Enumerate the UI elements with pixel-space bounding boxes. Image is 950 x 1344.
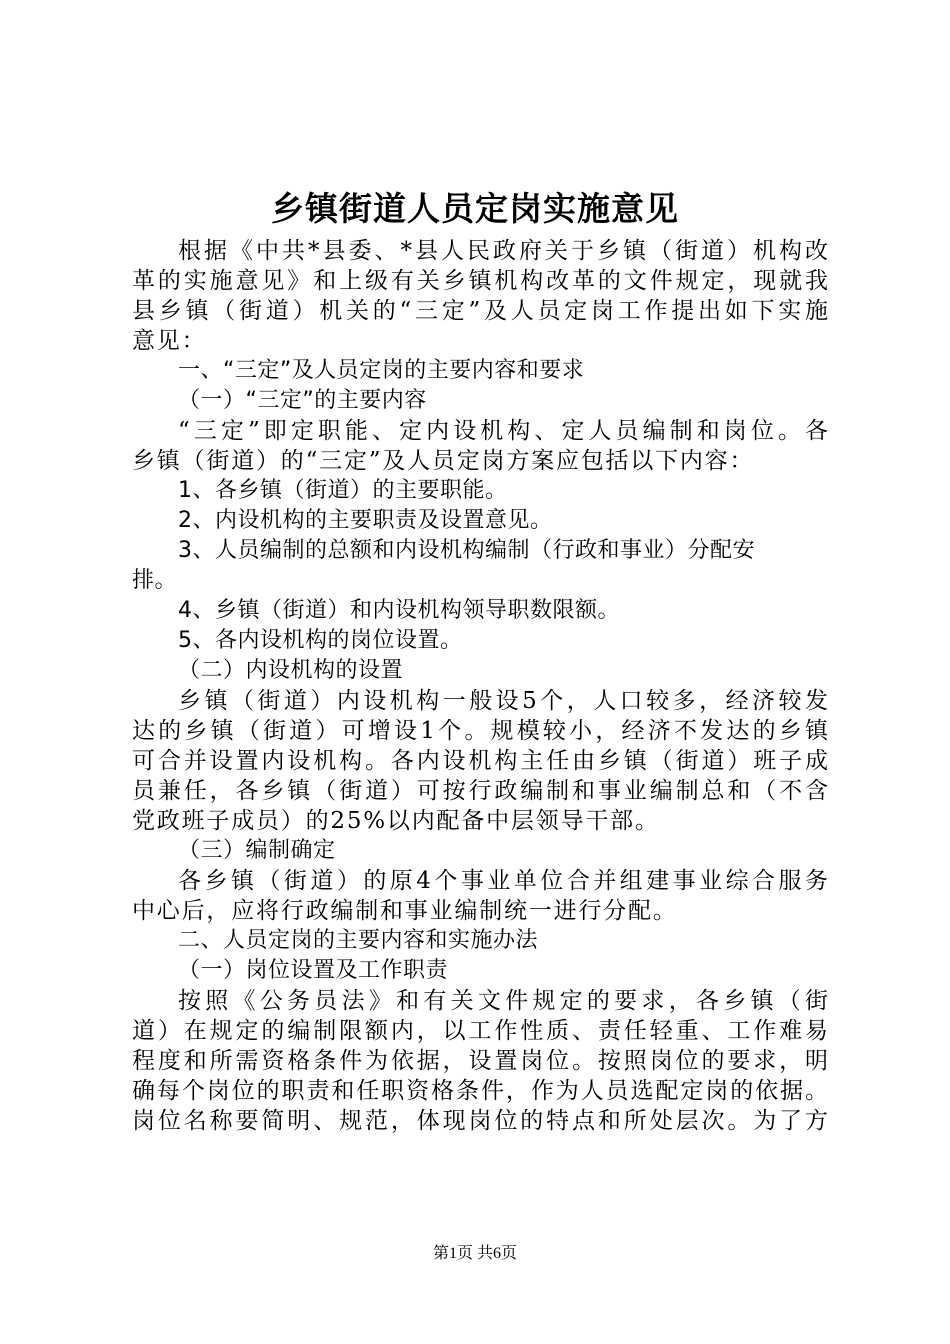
paragraph-line: 根据《中共*县委、*县人民政府关于乡镇（街道）机构改 — [178, 238, 828, 264]
paragraph-line: “三定”即定职能、定内设机构、定人员编制和岗位。各 — [178, 418, 828, 444]
section-heading-line: 3、人员编制的总额和内设机构编制（行政和事业）分配安 — [178, 538, 755, 563]
section-heading-line: 二、人员定岗的主要内容和实施办法 — [178, 928, 539, 953]
paragraph-line: 党政班子成员）的25%以内配备中层领导干部。 — [132, 808, 660, 834]
document-title: 乡镇街道人员定岗实施意见 — [271, 189, 679, 228]
paragraph-line: 乡镇（街道）内设机构一般设5个，人口较多，经济较发 — [178, 688, 828, 714]
page-indicator: 第1页 共6页 — [432, 1245, 517, 1262]
paragraph-line: 各乡镇（街道）的原4个事业单位合并组建事业综合服务 — [178, 868, 828, 894]
paragraph-line: 程度和所需资格条件为依据，设置岗位。按照岗位的要求，明 — [132, 1048, 828, 1074]
paragraph-line: 意见： — [132, 328, 207, 354]
paragraph-line: 岗位名称要简明、规范，体现岗位的特点和所处层次。为了方 — [132, 1108, 828, 1134]
paragraph-line: 确每个岗位的职责和任职资格条件，作为人员选配定岗的依据。 — [132, 1078, 828, 1104]
section-heading-line: 5、各内设机构的岗位设置。 — [178, 628, 463, 653]
paragraph-line: 乡镇（街道）的“三定”及人员定岗方案应包括以下内容： — [132, 448, 755, 474]
section-heading-line: （一）岗位设置及工作职责 — [178, 958, 449, 983]
paragraph-line: 达的乡镇（街道）可增设1个。规模较小，经济不发达的乡镇 — [132, 718, 828, 744]
section-heading-line: 一、“三定”及人员定岗的主要内容和要求 — [178, 358, 585, 383]
paragraph-line: 可合并设置内设机构。各内设机构主任由乡镇（街道）班子成 — [132, 748, 828, 774]
paragraph-line: 员兼任，各乡镇（街道）可按行政编制和事业编制总和（不含 — [132, 778, 828, 804]
section-heading-line: （一）“三定”的主要内容 — [178, 388, 427, 413]
paragraph-line: 按照《公务员法》和有关文件规定的要求，各乡镇（街 — [178, 988, 828, 1014]
paragraph-line: 县乡镇（街道）机关的“三定”及人员定岗工作提出如下实施 — [132, 298, 828, 324]
paragraph-line: 中心后，应将行政编制和事业编制统一进行分配。 — [132, 898, 678, 924]
section-heading-line: 排。 — [132, 568, 178, 593]
section-heading-line: 4、乡镇（街道）和内设机构领导职数限额。 — [178, 598, 620, 623]
paragraph-line: 道）在规定的编制限额内，以工作性质、责任轻重、工作难易 — [132, 1018, 828, 1044]
paragraph-line: 革的实施意见》和上级有关乡镇机构改革的文件规定，现就我 — [132, 268, 828, 294]
section-heading-line: 2、内设机构的主要职责及设置意见。 — [178, 508, 553, 533]
section-heading-line: 1、各乡镇（街道）的主要职能。 — [178, 478, 508, 503]
document-body — [132, 236, 828, 1136]
section-heading-line: （三）编制确定 — [178, 838, 336, 863]
section-heading-line: （二）内设机构的设置 — [178, 658, 404, 683]
